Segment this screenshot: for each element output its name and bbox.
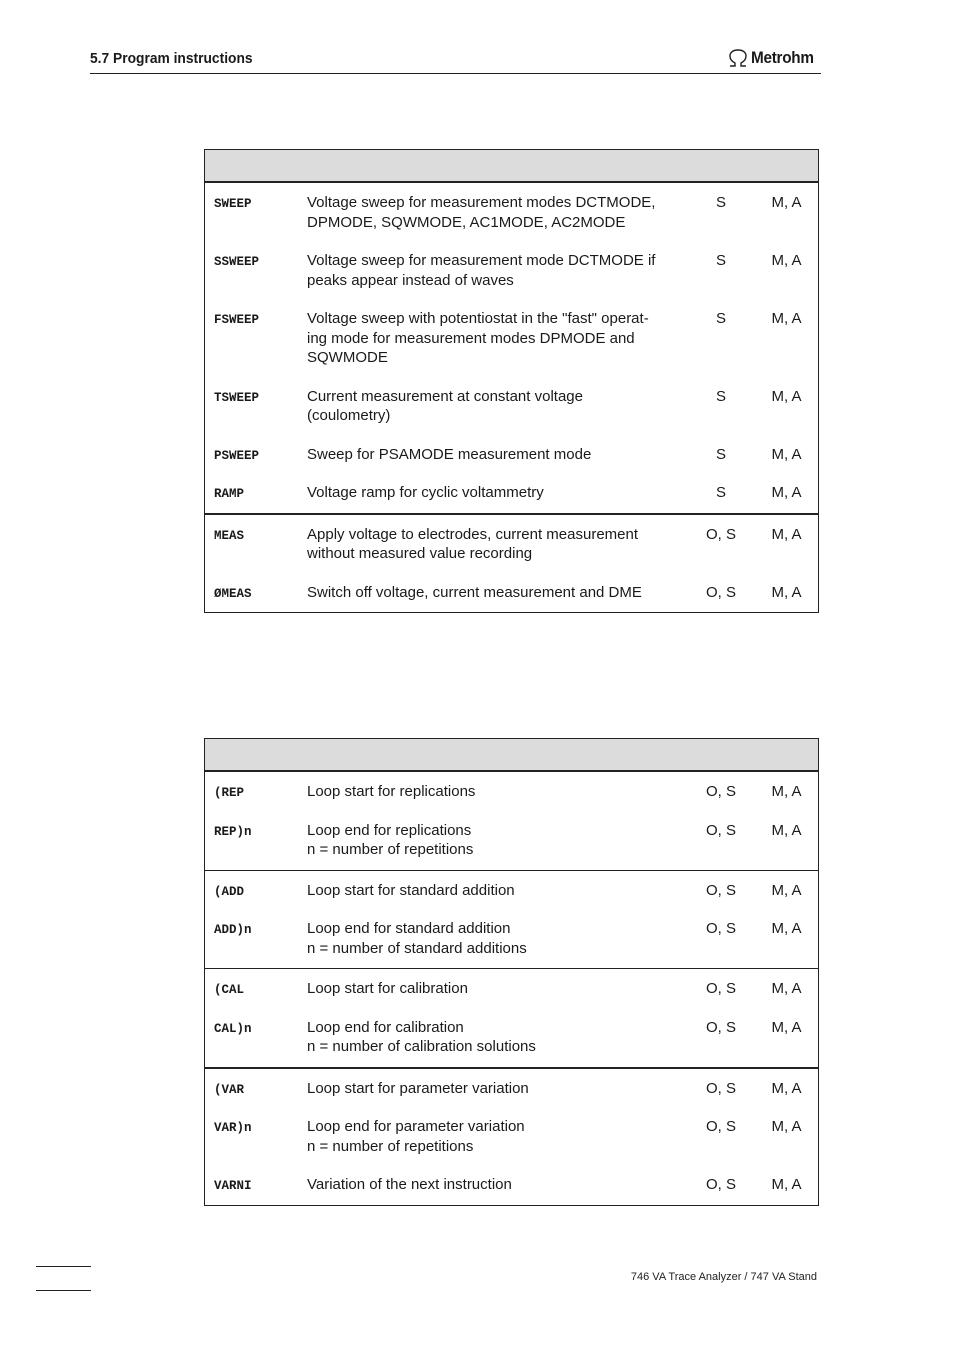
- table-row: [205, 1175, 818, 1195]
- table-row: [205, 1018, 818, 1057]
- instruction-program-type: M, A: [771, 484, 802, 501]
- logo-text: Metrohm: [751, 48, 815, 67]
- table-row: [205, 445, 818, 465]
- instruction-description: Voltage ramp for cyclic voltammetry: [307, 484, 544, 501]
- table-row: [205, 782, 818, 802]
- instruction-program-type: M, A: [771, 920, 802, 937]
- instruction-program-type: M, A: [771, 1176, 802, 1193]
- instruction-program-type: M, A: [771, 1079, 802, 1097]
- instruction-name: MEAS: [214, 528, 245, 543]
- instruction-name: SSWEEP: [214, 255, 260, 269]
- instruction-name: VAR)n: [214, 1121, 252, 1135]
- instruction-description: Loop start for standard addition: [307, 881, 515, 899]
- instruction-description: Current measurement at constant voltage (coulometry): [307, 387, 583, 424]
- header-rule: [90, 73, 821, 74]
- instruction-description: Loop end for replications n = number of repetitions: [307, 821, 474, 858]
- instruction-mode: O, S: [705, 783, 736, 800]
- omega-logo-icon: [727, 48, 749, 68]
- instruction-mode: O, S: [705, 920, 736, 937]
- instruction-mode: O, S: [705, 1176, 736, 1193]
- instruction-program-type: M, A: [771, 583, 802, 601]
- section-title: 5.7 Program instructions: [90, 50, 253, 67]
- instruction-description: Loop end for calibration n = number of calibration solutions: [307, 1018, 536, 1055]
- table-row: [205, 821, 818, 860]
- row-group: [205, 968, 818, 1057]
- instruction-mode: O, S: [705, 583, 736, 601]
- instruction-name: FSWEEP: [214, 313, 260, 327]
- instruction-program-type: M, A: [771, 445, 802, 463]
- instruction-mode: S: [715, 445, 726, 463]
- instruction-description: Loop end for parameter variation n = number of repetitions: [307, 1118, 525, 1155]
- instruction-name: (REP: [214, 786, 245, 800]
- row-group: [205, 870, 818, 959]
- footer-rule: [36, 1290, 91, 1291]
- row-group: [205, 183, 818, 503]
- instruction-description: Switch off voltage, current measurement and DME: [307, 583, 642, 601]
- instruction-name: RAMP: [214, 487, 245, 501]
- footer-product: 746 VA Trace Analyzer / 747 VA Stand: [630, 1271, 817, 1283]
- instruction-mode: S: [715, 252, 726, 269]
- instruction-program-type: M, A: [771, 194, 802, 211]
- instruction-description: Voltage sweep with potentiostat in the "fast" operat- ing mode for measurement modes DPMODE and SQWMODE: [307, 310, 649, 366]
- table-row: [205, 1079, 818, 1099]
- row-group: [205, 1067, 818, 1195]
- instruction-program-type: M, A: [771, 783, 802, 800]
- instruction-mode: S: [715, 194, 726, 211]
- instruction-mode: O, S: [705, 821, 736, 839]
- row-group: [205, 513, 818, 603]
- table-row: [205, 979, 818, 999]
- instruction-program-type: M, A: [771, 252, 802, 269]
- table-row: [205, 881, 818, 901]
- instruction-table-loops: [204, 738, 819, 1206]
- instruction-description: Apply voltage to electrodes, current measurement without measured value recording: [307, 525, 639, 562]
- table-row: [205, 251, 818, 290]
- instruction-mode: S: [715, 387, 726, 405]
- instruction-program-type: M, A: [771, 980, 802, 997]
- instruction-description: Voltage sweep for measurement mode DCTMODE if peaks appear instead of waves: [307, 252, 656, 289]
- instruction-name: (ADD: [214, 884, 245, 899]
- instruction-mode: O, S: [705, 1118, 736, 1135]
- instruction-program-type: M, A: [771, 1118, 802, 1135]
- instruction-name: PSWEEP: [214, 448, 260, 463]
- instruction-program-type: M, A: [771, 821, 802, 839]
- instruction-program-type: M, A: [771, 310, 802, 327]
- instruction-description: Loop start for parameter variation: [307, 1079, 529, 1097]
- table-row: [205, 583, 818, 603]
- instruction-mode: O, S: [705, 1079, 736, 1097]
- table-row: [205, 1117, 818, 1156]
- instruction-description: Sweep for PSAMODE measurement mode: [307, 445, 592, 463]
- instruction-name: ADD)n: [214, 923, 252, 937]
- table-header: [205, 739, 818, 772]
- instruction-mode: O, S: [705, 1018, 736, 1036]
- instruction-description: Variation of the next instruction: [307, 1176, 512, 1193]
- instruction-description: Loop start for replications: [307, 783, 476, 800]
- instruction-program-type: M, A: [771, 1018, 802, 1036]
- instruction-name: (VAR: [214, 1082, 245, 1097]
- instruction-mode: O, S: [705, 525, 736, 543]
- footer-rule: [36, 1266, 91, 1267]
- instruction-program-type: M, A: [771, 881, 802, 899]
- instruction-mode: S: [715, 310, 726, 327]
- instruction-mode: S: [715, 484, 726, 501]
- table-row: [205, 483, 818, 503]
- instruction-description: Loop end for standard addition n = number of standard additions: [307, 920, 527, 957]
- table-row: [205, 525, 818, 564]
- instruction-table-measurement: [204, 149, 819, 613]
- instruction-name: CAL)n: [214, 1021, 252, 1036]
- instruction-name: (CAL: [214, 983, 245, 997]
- instruction-mode: O, S: [705, 980, 736, 997]
- instruction-name: REP)n: [214, 824, 252, 839]
- table-row: [205, 193, 818, 232]
- instruction-name: ØMEAS: [214, 586, 252, 601]
- instruction-name: TSWEEP: [214, 390, 260, 405]
- row-group: [205, 772, 818, 860]
- instruction-name: SWEEP: [214, 197, 252, 211]
- instruction-mode: O, S: [705, 881, 736, 899]
- metrohm-logo: [727, 47, 821, 69]
- table-header: [205, 150, 818, 183]
- instruction-name: VARNI: [214, 1179, 252, 1193]
- table-row: [205, 387, 818, 426]
- instruction-description: Voltage sweep for measurement modes DCTMODE, DPMODE, SQWMODE, AC1MODE, AC2MODE: [307, 194, 656, 231]
- instruction-program-type: M, A: [771, 525, 802, 543]
- table-row: [205, 309, 818, 368]
- instruction-description: Loop start for calibration: [307, 980, 468, 997]
- instruction-program-type: M, A: [771, 387, 802, 405]
- table-row: [205, 919, 818, 958]
